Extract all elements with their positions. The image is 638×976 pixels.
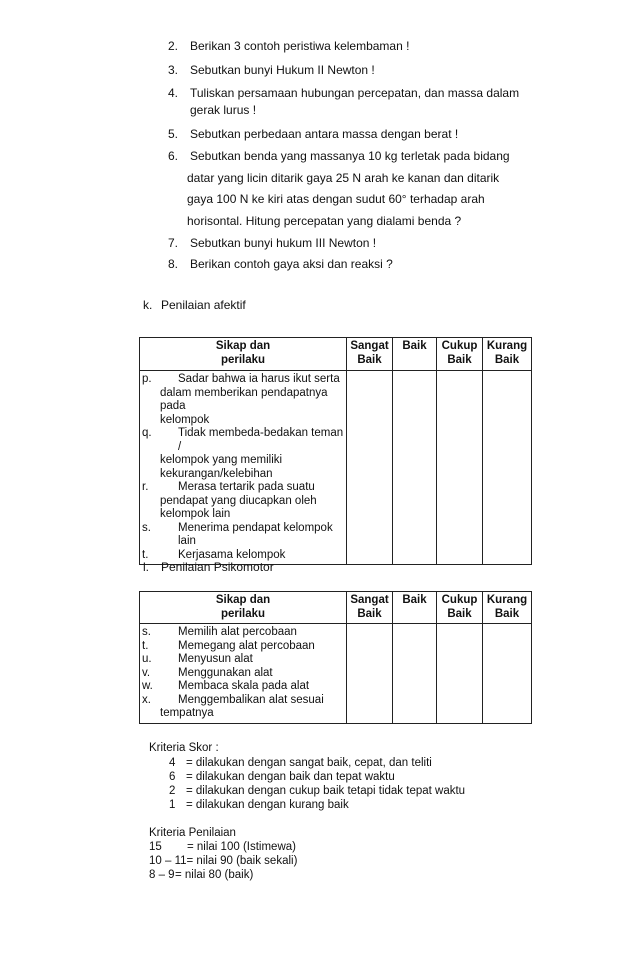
header-sangat-baik: Sangat Baik [347, 592, 393, 624]
header-cukup-baik: Cukup Baik [437, 338, 483, 371]
psikomotor-body-row [140, 624, 532, 724]
question-4-cont: gerak lurus ! [190, 103, 257, 117]
section-k-heading: k. Penilaian afektif [143, 298, 246, 312]
afektif-cukup-baik-cell[interactable] [437, 371, 483, 565]
psikomotor-item-w: w. Membaca skala pada alat [142, 680, 310, 692]
question-3: 3. Sebutkan bunyi Hukum II Newton ! [168, 63, 375, 77]
afektif-item-r: r. Merasa tertarik pada suatu pendapat yang diucapkan oleh kelompok lain [142, 481, 317, 520]
psikomotor-table [139, 591, 532, 724]
kriteria-penilaian-row: 8 – 9= nilai 80 (baik) [149, 869, 254, 881]
header-sikap: Sikap dan perilaku [140, 338, 347, 371]
afektif-baik-cell[interactable] [393, 371, 437, 565]
question-2: 2. Berikan 3 contoh peristiwa kelembaman ! [168, 39, 410, 53]
header-kurang-baik: Kurang Baik [483, 592, 532, 624]
header-kurang-baik: Kurang Baik [483, 338, 532, 371]
afektif-items-cell [140, 371, 347, 565]
psikomotor-sangat-baik-cell[interactable] [347, 624, 393, 724]
afektif-kurang-baik-cell[interactable] [483, 371, 532, 565]
afektif-body-row [140, 371, 532, 565]
question-5: 5. Sebutkan perbedaan antara massa dengan berat ! [168, 127, 459, 141]
question-4: 4. Tuliskan persamaan hubungan percepatan, dan massa dalam [168, 86, 520, 100]
psikomotor-item-v: v. Menggunakan alat [142, 666, 273, 679]
question-6-cont-3: horisontal. Hitung percepatan yang dialami benda ? [187, 214, 462, 228]
header-baik: Baik [393, 338, 437, 371]
afektif-item-t: t. Kerjasama kelompok [142, 548, 286, 561]
psikomotor-baik-cell[interactable] [393, 624, 437, 724]
psikomotor-item-u: u. Menyusun alat [142, 653, 253, 665]
kriteria-skor-row: 2 = dilakukan dengan cukup baik tetapi tidak tepat waktu [169, 785, 466, 797]
afektif-item-s: s. Menerima pendapat kelompok lain [142, 521, 333, 547]
header-sikap: Sikap dan perilaku [140, 592, 347, 624]
question-6: 6. Sebutkan benda yang massanya 10 kg terletak pada bidang [168, 149, 510, 163]
question-6-cont-1: datar yang licin ditarik gaya 25 N arah ke kanan dan ditarik [187, 171, 500, 185]
afektif-sangat-baik-cell[interactable] [347, 371, 393, 565]
kriteria-penilaian-row: 10 – 11= nilai 90 (baik sekali) [149, 855, 298, 867]
question-6-cont-2: gaya 100 N ke kiri atas dengan sudut 60° terhadap arah [187, 192, 485, 206]
afektif-header-row [140, 338, 532, 371]
header-baik: Baik [393, 592, 437, 624]
header-sangat-baik: Sangat Baik [347, 338, 393, 371]
kriteria-skor-title: Kriteria Skor : [149, 742, 219, 754]
kriteria-penilaian-row: 15 = nilai 100 (Istimewa) [149, 841, 296, 853]
psikomotor-item-t: t. Memegang alat percobaan [142, 639, 315, 652]
psikomotor-header-row [140, 592, 532, 624]
kriteria-skor-row: 6 = dilakukan dengan baik dan tepat waktu [169, 771, 395, 783]
header-cukup-baik: Cukup Baik [437, 592, 483, 624]
psikomotor-cukup-baik-cell[interactable] [437, 624, 483, 724]
afektif-item-q: q. Tidak membeda-bedakan teman / kelompok yang memiliki kekurangan/kelebihan [142, 427, 344, 480]
kriteria-skor-row: 1 = dilakukan dengan kurang baik [169, 799, 349, 811]
kriteria-penilaian-title: Kriteria Penilaian [149, 827, 236, 839]
psikomotor-items-cell [140, 624, 347, 724]
kriteria-skor-row: 4 = dilakukan dengan sangat baik, cepat, dan teliti [169, 757, 432, 769]
afektif-table [139, 337, 532, 565]
afektif-item-p: p. Sadar bahwa ia harus ikut serta dalam memberikan pendapatnya pada kelompok [142, 373, 340, 426]
psikomotor-kurang-baik-cell[interactable] [483, 624, 532, 724]
psikomotor-item-s: s. Memilih alat percobaan [142, 626, 297, 638]
section-l-heading: l. Penilaian Psikomotor [143, 560, 274, 574]
psikomotor-item-x: x. Menggembalikan alat sesuai tempatnya [142, 693, 324, 719]
question-8: 8. Berikan contoh gaya aksi dan reaksi ? [168, 257, 393, 271]
question-7: 7. Sebutkan bunyi hukum III Newton ! [168, 236, 377, 250]
